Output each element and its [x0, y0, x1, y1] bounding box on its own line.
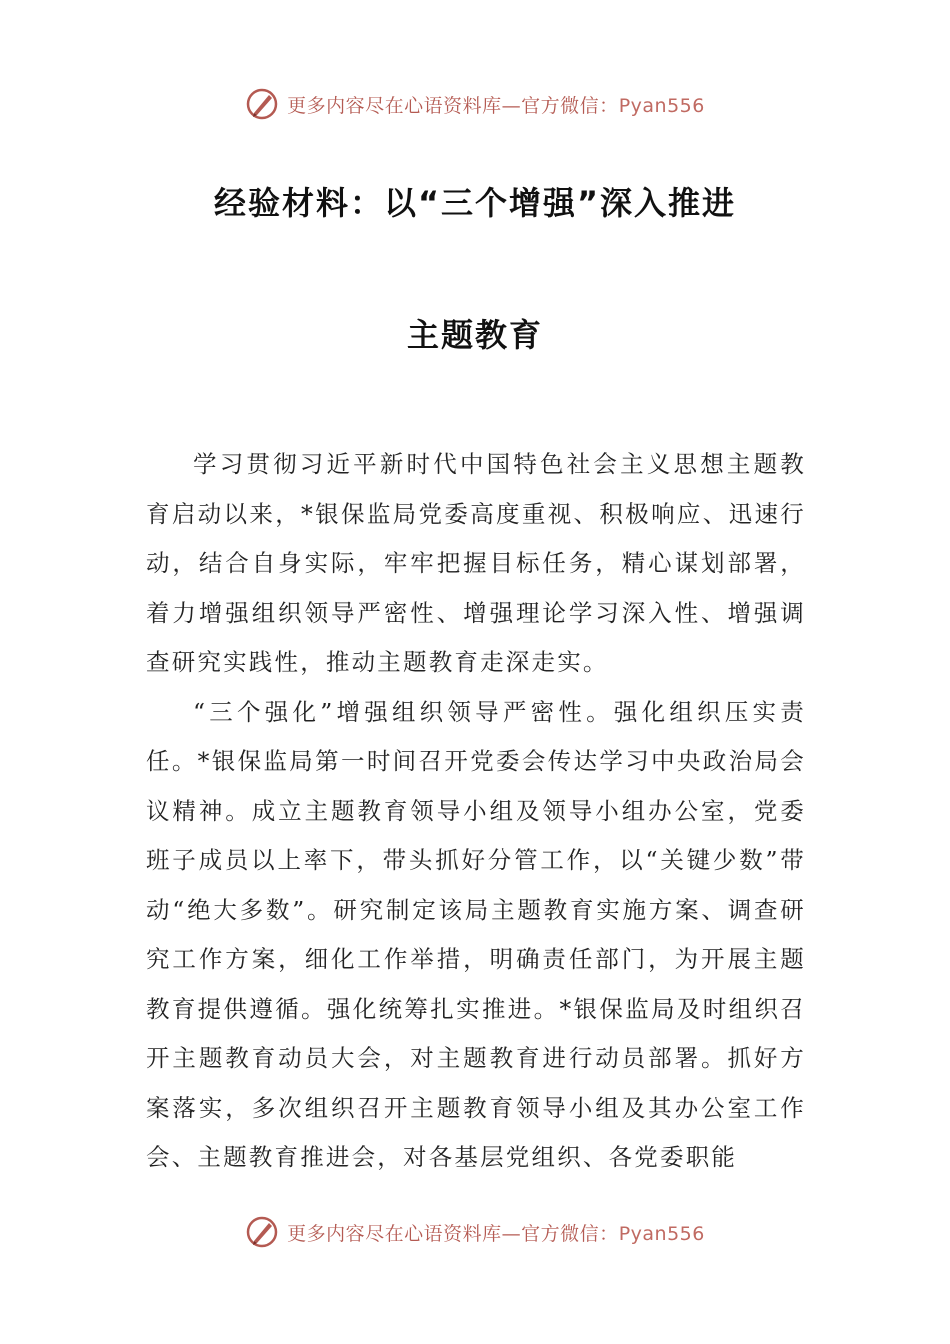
banner-text	[287, 1219, 705, 1246]
paragraph: 学习贯彻习近平新时代中国特色社会主义思想主题教育启动以来，*银保监局党委高度重视、积极响应、迅速行动，结合自身实际，牢牢把握目标任务，精心谋划部署，着力增强组织领导严密性、增强理论学习深入性、增强调查研究实践性，推动主题教育走深走实。	[146, 450, 806, 676]
document-title-line-1: 经验材料：以“三个增强”深入推进	[213, 184, 737, 222]
paragraph: “三个强化”增强组织领导严密性。强化组织压实责任。*银保监局第一时间召开党委会传达学习中央政治局会议精神。成立主题教育领导小组及领导小组办公室，党委班子成员以上率下，带头抓好分管工作，以“关键少数”带动“绝大多数”。研究制定该局主题教育实施方案、调查研究工作方案，细化工作举措，明确责任部门，为开展主题教育提供遵循。强化统筹扎实推进。*银保监局及时组织召开主题教育动员大会，对主题教育进行动员部署。抓好方案落实，多次组织召开主题教育领导小组及其办公室工作会、主题教育推进会，对各基层党组织、各党委职能	[146, 697, 806, 1171]
banner-slogan: 更多内容尽在心语资料库	[287, 94, 502, 117]
footer-banner	[0, 1212, 950, 1252]
pen-logo-icon	[245, 87, 279, 121]
banner-dash: —	[501, 94, 522, 117]
banner-wechat-label: 官方微信：	[521, 1222, 619, 1245]
banner-wechat-label: 官方微信：	[521, 94, 619, 117]
document-body	[146, 440, 806, 1183]
header-banner	[0, 84, 950, 124]
banner-slogan: 更多内容尽在心语资料库	[287, 1222, 502, 1245]
banner-wechat-id: Pyan556	[618, 94, 705, 117]
document-title-line-2: 主题教育	[406, 316, 543, 354]
pen-logo-icon	[245, 1215, 279, 1249]
banner-text	[287, 91, 705, 118]
banner-wechat-id: Pyan556	[618, 1222, 705, 1245]
banner-dash: —	[501, 1222, 522, 1245]
